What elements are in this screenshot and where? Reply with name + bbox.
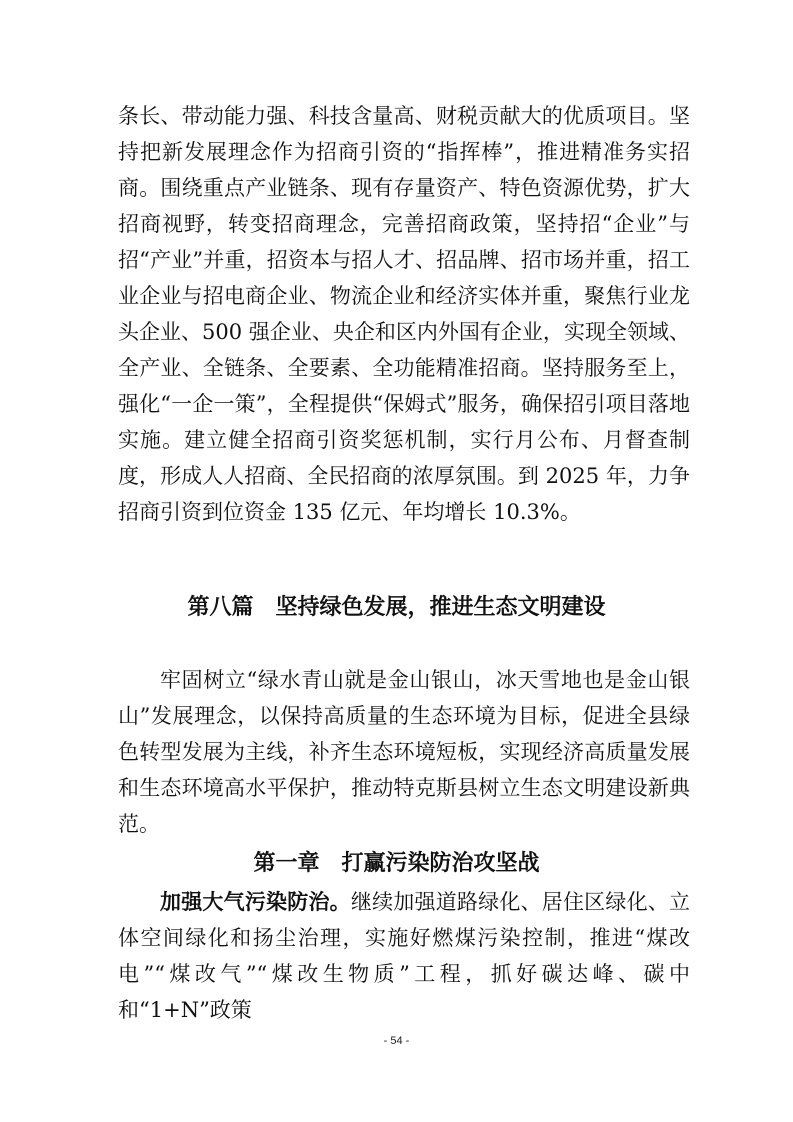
- part-heading: 第八篇 坚持绿色发展，推进生态文明建设: [187, 595, 606, 620]
- chapter-heading: 第一章 打赢污染防治攻坚战: [253, 851, 540, 876]
- page-number: - 54 -: [383, 1035, 410, 1047]
- paragraph-investment-promotion: 条长、带动能力强、科技含量高、财税贡献大的优质项目。坚持把新发展理念作为招商引资的“指挥棒”，推进精准务实招商。围绕重点产业链条、现有存量资产、特色资源优势，扩大招商视野，转变招商理念，完善招商政策，坚持招“企业”与招“产业”并重，招资本与招人才、招品牌、招市场并重，招工业企业与招电商企业、物流企业和经济实体并重，聚焦行业龙头企业、500 强企业、央企和区内外国有企业，实现全领域、全产业、全链条、全要素、全功能精准招商。坚持服务至上，强化“一企一策”，全程提供“保姆式”服务，确保招引项目落地实施。建立健全招商引资奖惩机制，实行月公布、月督查制度，形成人人招商、全民招商的浓厚氛围。到 2025 年，力争招商引资到位资金 135 亿元、年均增长 10.3%。: [118, 104, 690, 524]
- paragraph-lead-phrase: 加强大气污染防治。: [160, 890, 351, 914]
- paragraph-air-pollution: [118, 884, 690, 1028]
- paragraph-body-text: 继续加强道路绿化、居住区绿化、立体空间绿化和扬尘治理，实施好燃煤污染控制，推进“煤改电”“煤改气”“煤改生物质”工程，抓好碳达峰、碳中和“1+N”政策: [118, 890, 690, 1022]
- paragraph-green-development: 牢固树立“绿水青山就是金山银山，冰天雪地也是金山银山”发展理念，以保持高质量的生态环境为目标，促进全县绿色转型发展为主线，补齐生态环境短板，实现经济高质量发展和生态环境高水平保护，推动特克斯县树立生态文明建设新典范。: [118, 668, 690, 836]
